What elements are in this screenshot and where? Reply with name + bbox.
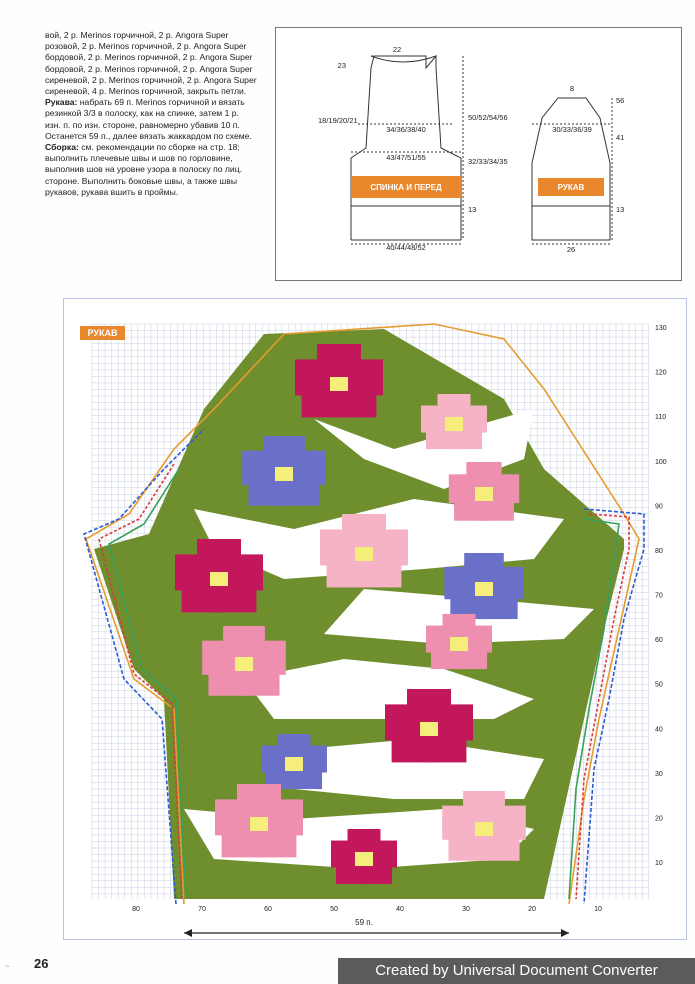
flower-center — [285, 757, 303, 771]
neck-depth-label: 23 — [337, 61, 346, 70]
flower-center — [330, 377, 348, 391]
x-tick-label: 30 — [462, 906, 470, 913]
flower-center — [355, 547, 373, 561]
chart-tag: РУКАВ — [80, 326, 125, 340]
body-to-armhole-label: 32/33/34/35 — [468, 157, 508, 166]
x-tick-label: 10 — [594, 906, 602, 913]
page-number: 26 — [34, 956, 49, 971]
assembly-text: см. рекомендации по сборке на стр. 18; выполнить плечевые швы и шов по горловине, выполнив шов на уровне узора в полоску по лиц. стороне. Выполнить боковые швы, а также швы рукавов, рукава вшить в проймы. — [45, 142, 243, 197]
assembly-instructions — [45, 142, 257, 198]
chart-svg — [64, 299, 686, 939]
x-tick-label: 60 — [264, 906, 272, 913]
body-label: СПИНКА И ПЕРЕД — [370, 183, 442, 192]
sleeve-bottom-label: 26 — [566, 245, 576, 254]
sleeve-outline — [532, 98, 610, 240]
chest-label: 43/47/51/55 — [386, 153, 426, 162]
y-tick-label: 110 — [655, 414, 667, 422]
body-rib-label: 13 — [468, 205, 477, 214]
y-tick-label: 90 — [655, 503, 663, 511]
sleeve-instructions — [45, 97, 257, 142]
schematic-drawing — [276, 28, 681, 280]
body-height-label: 50/52/54/56 — [468, 113, 508, 122]
assembly-heading: Сборка: — [45, 142, 79, 153]
y-tick-label: 100 — [655, 458, 667, 466]
y-tick-label: 80 — [655, 547, 663, 555]
x-tick-label: 80 — [132, 906, 140, 913]
shoulder-label: 34/36/38/40 — [386, 125, 426, 134]
neck-width-label: 22 — [392, 45, 402, 54]
y-tick-label: 70 — [655, 592, 663, 600]
flower-center — [445, 417, 463, 431]
stitch-count-label: 59 п. — [355, 918, 373, 927]
flower-center — [275, 467, 293, 481]
y-tick-label: 120 — [655, 369, 667, 377]
flower-center — [250, 817, 268, 831]
sleeve-text: набрать 69 п. Merinos горчичной и вязать резинкой 3/3 в полоску, как на спинке, затем 1 р. изн. п. по изн. стороне, равномерно убавив 10 п. Останется 59 п., далее вязать жаккардом по схеме. — [45, 97, 252, 141]
knitting-chart — [63, 298, 687, 940]
sleeve-rib-label: 13 — [616, 205, 625, 214]
y-tick-label: 10 — [655, 860, 663, 867]
armhole-label: 18/19/20/21 — [318, 116, 358, 125]
arrow-head-right — [561, 929, 569, 937]
sleeve-upper-label: 30/33/36/39 — [552, 125, 592, 134]
instruction-paragraph: вой, 2 р. Merinos горчичной, 2 р. Angora Super розовой, 2 р. Merinos горчичной, 2 р. Angora Super бордовой, 2 р. Merinos горчичной, 2 р. Angora Super бордовой, 2 р. Merinos горчичной, 2 р. Angora Super сиреневой, 2 р. Merinos горчичной, 2 р. Angora Super сиреневой, 4 р. Merinos горчичной, закрыть петли. — [45, 30, 257, 97]
x-tick-label: 20 — [528, 906, 536, 913]
body-bottom-label: 40/44/48/52 — [386, 243, 426, 252]
sleeve-height-label: 56 — [616, 96, 625, 105]
y-tick-label: 30 — [655, 770, 663, 778]
arrow-head-left — [184, 929, 192, 937]
flower-center — [235, 657, 253, 671]
y-tick-label: 50 — [655, 681, 663, 689]
instruction-text — [45, 30, 257, 198]
x-tick-label: 70 — [198, 906, 206, 913]
x-tick-label: 50 — [330, 906, 338, 913]
flower-center — [475, 822, 493, 836]
sleeve-heading: Рукава: — [45, 97, 78, 108]
sleeve-to-cap-label: 41 — [616, 133, 625, 142]
y-tick-label: 60 — [655, 637, 663, 645]
flower-center — [450, 637, 468, 651]
corner-mark: ~ — [5, 962, 10, 971]
flower-center — [355, 852, 373, 866]
y-tick-label: 40 — [655, 726, 663, 734]
flower-center — [210, 572, 228, 586]
sleeve-top-label: 8 — [569, 84, 575, 93]
flower-center — [420, 722, 438, 736]
schematic-frame — [275, 27, 682, 281]
flower-center — [475, 487, 493, 501]
y-tick-label: 130 — [655, 325, 667, 332]
chart-motifs — [94, 329, 624, 899]
sleeve-label: РУКАВ — [557, 183, 585, 192]
footer-banner: Created by Universal Document Converter — [338, 958, 695, 984]
y-tick-label: 20 — [655, 815, 663, 823]
x-tick-label: 40 — [396, 906, 404, 913]
flower-center — [475, 582, 493, 596]
